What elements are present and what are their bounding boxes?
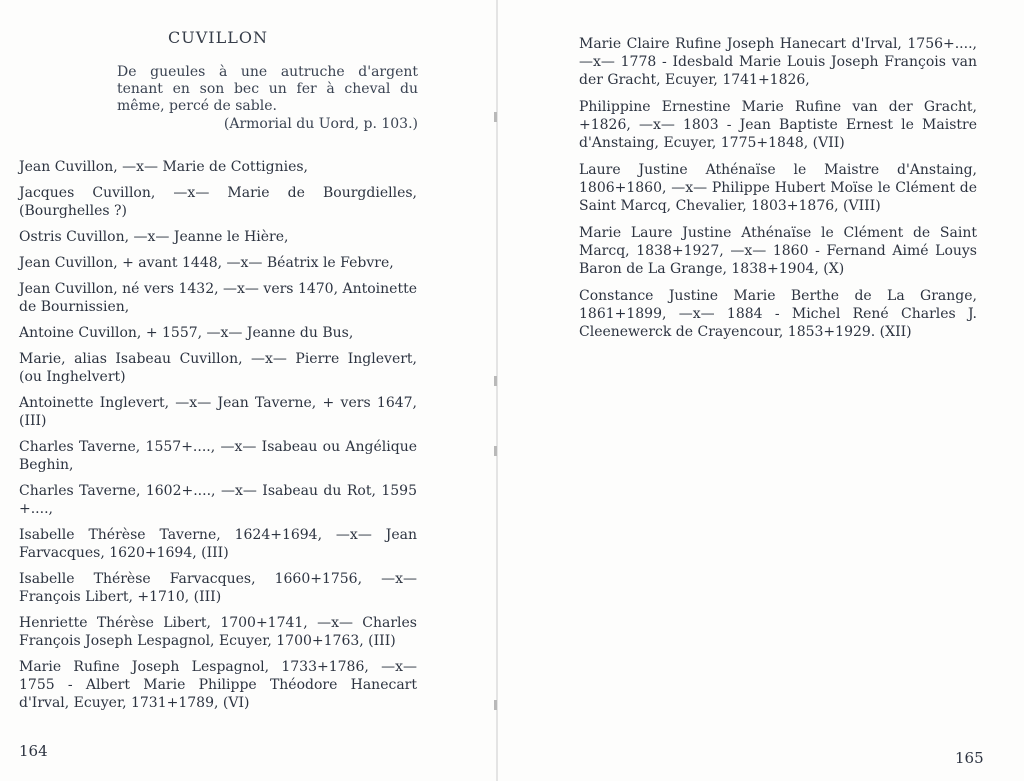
genealogy-entry: Antoinette Inglevert, —x— Jean Taverne, + vers 1647, (III) — [19, 395, 417, 429]
genealogy-entry: Philippine Ernestine Marie Rufine van der Gracht, +1826, —x— 1803 - Jean Baptiste Ernest le Maistre d'Anstaing, Ecuyer, 1775+1848, (VII) — [579, 99, 977, 151]
genealogy-entry: Constance Justine Marie Berthe de La Grange, 1861+1899, —x— 1884 - Michel René Charles J. Cleenewerck de Crayencour, 1853+1929. (XII) — [579, 288, 977, 340]
genealogy-entry: Marie Rufine Joseph Lespagnol, 1733+1786, —x— 1755 - Albert Marie Philippe Théodore Hanecart d'Irval, Ecuyer, 1731+1789, (VI) — [19, 659, 417, 711]
genealogy-entry: Isabelle Thérèse Farvacques, 1660+1756, —x— François Libert, +1710, (III) — [19, 571, 417, 605]
right-page — [499, 0, 1024, 781]
genealogy-entry: Antoine Cuvillon, + 1557, —x— Jeanne du Bus, — [19, 325, 354, 341]
armorial-reference: (Armorial du Uord, p. 103.) — [223, 116, 418, 132]
page-number-left: 164 — [19, 742, 48, 760]
genealogy-list-left — [19, 158, 417, 720]
genealogy-entry: Jacques Cuvillon, —x— Marie de Bourgdielles, (Bourghelles ?) — [19, 185, 417, 219]
gutter-mark — [494, 376, 497, 386]
genealogy-entry: Jean Cuvillon, né vers 1432, —x— vers 1470, Antoinette de Bournissien, — [19, 281, 417, 315]
genealogy-entry: Ostris Cuvillon, —x— Jeanne le Hière, — [19, 229, 289, 245]
genealogy-entry: Jean Cuvillon, + avant 1448, —x— Béatrix le Febvre, — [19, 255, 394, 271]
genealogy-entry: Charles Taverne, 1602+...., —x— Isabeau du Rot, 1595 +...., — [19, 483, 417, 517]
genealogy-list-right — [579, 35, 977, 350]
genealogy-entry: Marie Claire Rufine Joseph Hanecart d'Irval, 1756+...., —x— 1778 - Idesbald Marie Louis Joseph François van der Gracht, Ecuyer, 1741+1826, — [579, 36, 977, 88]
genealogy-entry: Marie, alias Isabeau Cuvillon, —x— Pierre Inglevert, (ou Inghelvert) — [19, 351, 417, 385]
blazon-text: De gueules à une autruche d'argent tenant en son bec un fer à cheval du même, percé de sable. — [117, 64, 418, 114]
left-page — [0, 0, 497, 781]
gutter-mark — [494, 700, 497, 710]
genealogy-entry: Jean Cuvillon, —x— Marie de Cottignies, — [19, 159, 309, 175]
page-number-right: 165 — [955, 749, 984, 767]
gutter-mark — [494, 446, 497, 456]
gutter-mark — [494, 112, 497, 122]
family-title: CUVILLON — [168, 28, 268, 47]
genealogy-entry: Marie Laure Justine Athénaïse le Clément de Saint Marcq, 1838+1927, —x— 1860 - Fernand Aimé Louys Baron de La Grange, 1838+1904, (X) — [579, 225, 977, 277]
genealogy-entry: Henriette Thérèse Libert, 1700+1741, —x— Charles François Joseph Lespagnol, Ecuyer, 1700+1763, (III) — [19, 615, 417, 649]
genealogy-entry: Isabelle Thérèse Taverne, 1624+1694, —x— Jean Farvacques, 1620+1694, (III) — [19, 527, 417, 561]
genealogy-entry: Charles Taverne, 1557+...., —x— Isabeau ou Angélique Beghin, — [19, 439, 417, 473]
genealogy-entry: Laure Justine Athénaïse le Maistre d'Anstaing, 1806+1860, —x— Philippe Hubert Moïse le Clément de Saint Marcq, Chevalier, 1803+1876, (VIII) — [579, 162, 977, 214]
